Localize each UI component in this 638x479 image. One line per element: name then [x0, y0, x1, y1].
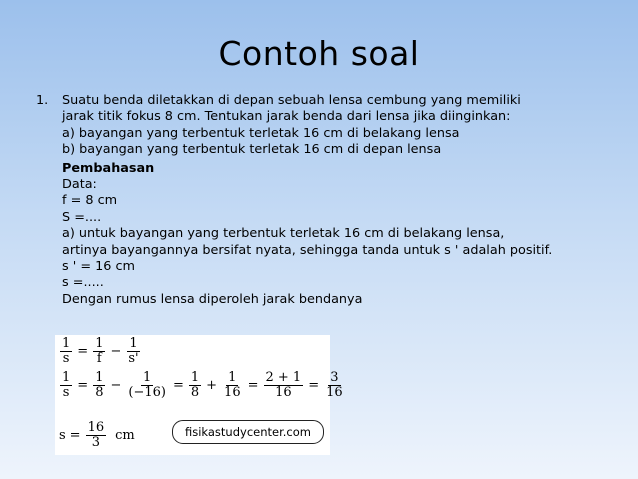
- solution-line: Dengan rumus lensa diperoleh jarak bendanya: [62, 291, 363, 307]
- fraction: $\frac{1}{f}$: [95, 336, 104, 366]
- solution-line: Data:: [62, 177, 97, 193]
- substitution-formula: $\frac{1}{s}$ = $\frac{1}{8}$ − $\frac{1}{(-16)}$ = $\frac{1}{8}$ + $\frac{1}{16}$ = $\frac{2 + 1}{16}$ = $\frac{3}{16}$: [62, 370, 343, 400]
- question-line: a) bayangan yang terbentuk terletak 16 cm di belakang lensa: [62, 125, 460, 141]
- formula-image: [55, 335, 343, 455]
- question-text: [62, 93, 521, 159]
- fraction: $\frac{1}{8}$: [95, 370, 104, 400]
- question-item: [36, 93, 626, 159]
- solution-line: S =....: [62, 209, 102, 225]
- question-line: Suatu benda diletakkan di depan sebuah lensa cembung yang memiliki: [62, 93, 521, 108]
- watermark-badge: fisikastudycenter.com: [172, 420, 324, 444]
- fraction: $\frac{3}{16}$: [326, 370, 343, 400]
- solution-line: a) untuk bayangan yang terbentuk terletak 16 cm di belakang lensa,: [62, 226, 505, 242]
- solution-block: [62, 161, 626, 309]
- item-number: 1.: [36, 93, 49, 108]
- slide-body: [36, 93, 626, 308]
- fraction: $\frac{1}{s}$: [62, 336, 71, 366]
- fraction: $\frac{1}{(-16)}$: [128, 370, 166, 400]
- fraction: $\frac{1}{16}$: [224, 370, 241, 400]
- fraction: $\frac{1}{s}$: [62, 370, 71, 400]
- solution-line: f = 8 cm: [62, 193, 118, 209]
- question-line: b) bayangan yang terbentuk terletak 16 cm di depan lensa: [62, 142, 442, 158]
- question-line: jarak titik fokus 8 cm. Tentukan jarak benda dari lensa jika diinginkan:: [62, 109, 511, 125]
- result-formula: s = $\frac{16}{3}$ cm: [59, 420, 135, 450]
- solution-line: s =.....: [62, 275, 104, 291]
- fraction: $\frac{2 + 1}{16}$: [265, 370, 302, 400]
- solution-line: artinya bayangannya bersifat nyata, sehingga tanda untuk s ' adalah positif.: [62, 242, 553, 258]
- fraction: $\frac{16}{3}$: [87, 420, 105, 450]
- lens-formula: $\frac{1}{s}$ = $\frac{1}{f}$ − $\frac{1}{s'}$: [62, 336, 139, 366]
- fraction: $\frac{1}{s'}$: [128, 336, 139, 366]
- solution-heading: Pembahasan: [62, 160, 155, 176]
- fraction: $\frac{1}{8}$: [190, 370, 200, 400]
- solution-line: s ' = 16 cm: [62, 259, 135, 275]
- slide-title: Contoh soal: [218, 34, 420, 73]
